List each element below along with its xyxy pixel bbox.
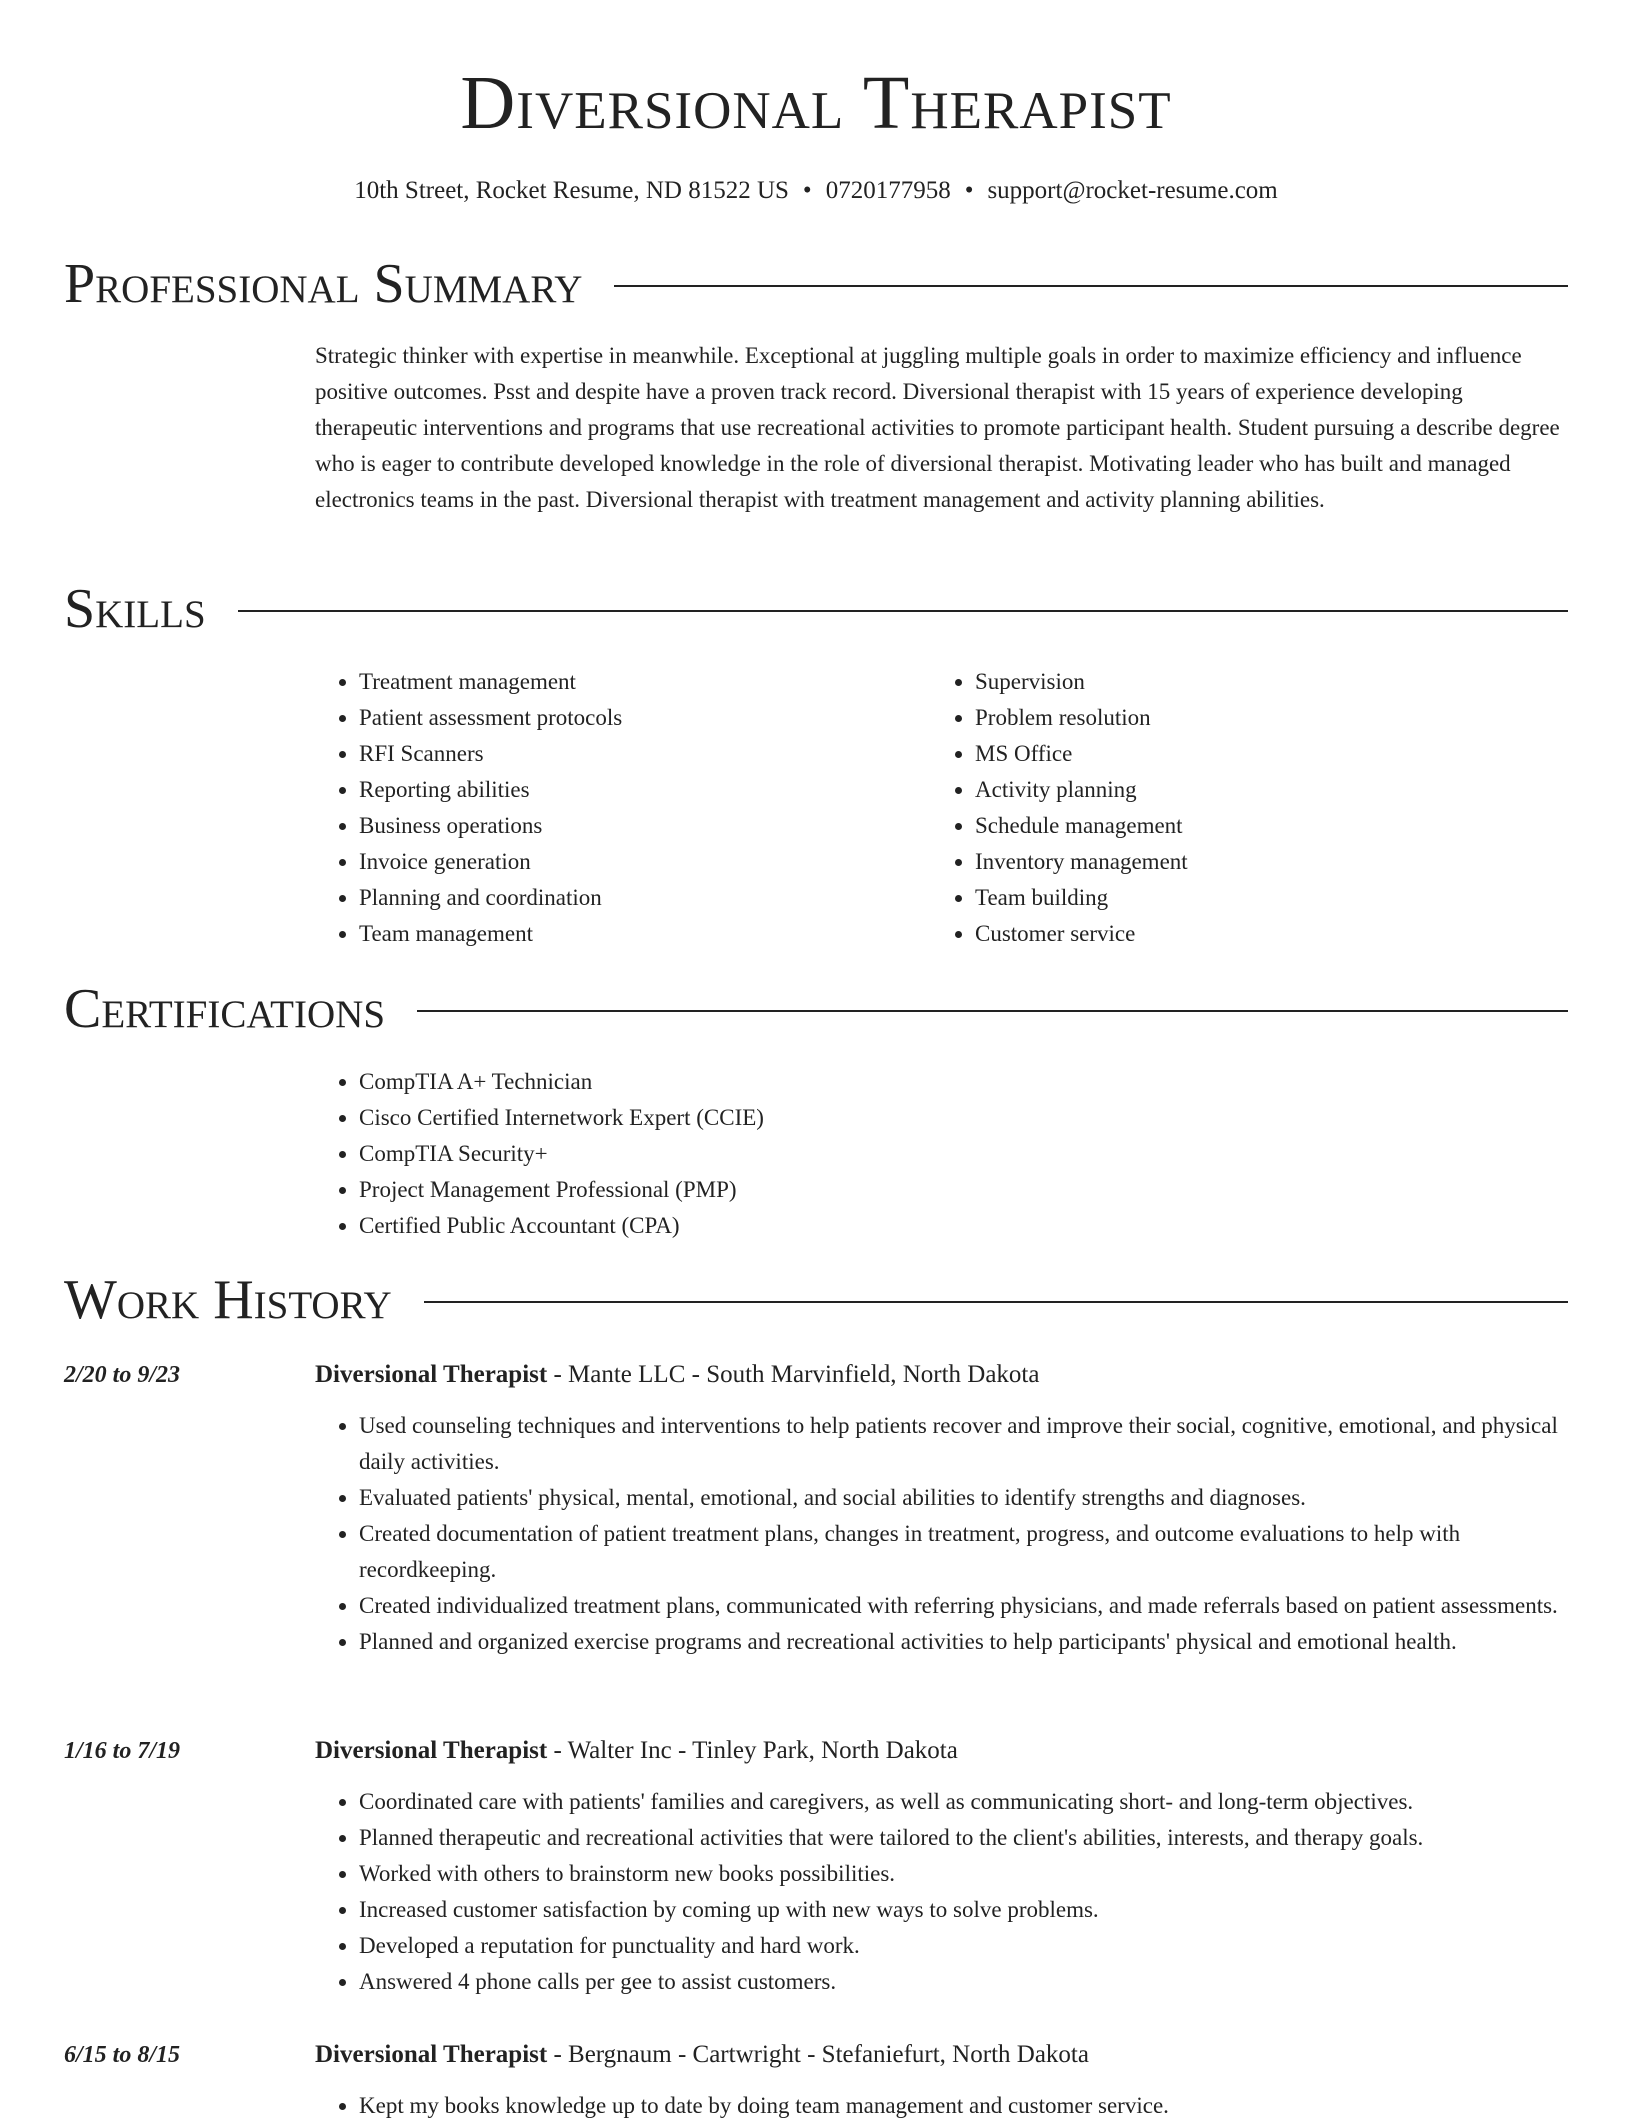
certification-item: • Certified Public Accountant (CPA): [359, 1208, 1215, 1244]
job-duty-item: • Answered 4 phone calls per gee to assist customers.: [359, 1964, 1568, 2000]
job-duties-list: [315, 2088, 1568, 2124]
job-duty-item: • Evaluated patients' physical, mental, emotional, and social abilities to identify strengths and diagnoses.: [359, 1480, 1568, 1516]
summary-section-header: [64, 252, 1568, 316]
skills-column-right: [931, 664, 1531, 952]
section-divider: [238, 610, 1568, 612]
skill-item: • Invoice generation: [359, 844, 915, 880]
summary-text: Strategic thinker with expertise in meanwhile. Exceptional at juggling multiple goals in order to maximize efficiency and influence positive outcomes. Psst and despite have a proven track record. Diversional therapist with 15 years of experience developing therapeutic interventions and programs that use recreational activities to promote participant health. Student pursuing a describe degree who is eager to contribute developed knowledge in the role of diversional therapist. Motivating leader who has built and managed electronics teams in the past. Diversional therapist with treatment management and activity planning abilities.: [315, 343, 1560, 512]
certifications-block: [315, 1064, 1215, 1244]
job-heading: [315, 1734, 958, 1768]
certification-item: • Project Management Professional (PMP): [359, 1172, 1215, 1208]
skill-item: • Team building: [975, 880, 1531, 916]
certification-item: • Cisco Certified Internetwork Expert (CCIE): [359, 1100, 1215, 1136]
job-dates: 1/16 to 7/19: [64, 1738, 181, 1764]
job-duty-item: • Developed a reputation for punctuality and hard work.: [359, 1928, 1568, 1964]
job-employer-location: - Walter Inc - Tinley Park, North Dakota: [547, 1737, 958, 1764]
job-dates: 6/15 to 8/15: [64, 2042, 181, 2068]
summary-heading: Professional Summary: [64, 253, 583, 315]
section-divider: [417, 1010, 1568, 1012]
skill-item: • Planning and coordination: [359, 880, 915, 916]
job-employer-location: - Mante LLC - South Marvinfield, North Dakota: [547, 1361, 1040, 1388]
job-duties-list: [315, 1784, 1568, 2000]
skill-item: • Reporting abilities: [359, 772, 915, 808]
contact-email: support@rocket-resume.com: [987, 177, 1278, 204]
certifications-list: [315, 1064, 1215, 1244]
skill-item: • Team management: [359, 916, 915, 952]
work-history-heading: Work History: [64, 1269, 392, 1331]
contact-phone: 0720177958: [825, 177, 951, 204]
job-duty-item: • Increased customer satisfaction by coming up with new ways to solve problems.: [359, 1892, 1568, 1928]
candidate-name: Diversional Therapist: [460, 61, 1172, 145]
job-duty-item: • Planned therapeutic and recreational activities that were tailored to the client's abilities, interests, and therapy goals.: [359, 1820, 1568, 1856]
job-role: Diversional Therapist: [315, 1737, 548, 1764]
contact-line: [0, 176, 1632, 206]
job-duty-item: • Created individualized treatment plans, communicated with referring physicians, and made referrals based on patient assessments.: [359, 1588, 1568, 1624]
job-duty-item: • Worked with others to brainstorm new books possibilities.: [359, 1856, 1568, 1892]
skill-item: • Schedule management: [975, 808, 1531, 844]
job-heading: [315, 1358, 1039, 1392]
skills-column-left: [315, 664, 915, 952]
certification-item: • CompTIA Security+: [359, 1136, 1215, 1172]
skills-list-right: [931, 664, 1531, 952]
certifications-section-header: [64, 977, 1568, 1041]
job-duties-list: [315, 1408, 1568, 1660]
job-employer-location: - Bergnaum - Cartwright - Stefaniefurt, North Dakota: [547, 2041, 1089, 2068]
contact-separator: •: [964, 177, 974, 204]
job-duty-item: • Coordinated care with patients' families and caregivers, as well as communicating short- and long-term objectives.: [359, 1784, 1568, 1820]
skill-item: • Supervision: [975, 664, 1531, 700]
job-heading: [315, 2038, 1089, 2072]
skill-item: • RFI Scanners: [359, 736, 915, 772]
section-divider: [614, 285, 1568, 287]
job-duties: [315, 1784, 1568, 2000]
job-duty-item: • Created documentation of patient treatment plans, changes in treatment, progress, and outcome evaluations to help with recordkeeping.: [359, 1516, 1568, 1588]
contact-address: 10th Street, Rocket Resume, ND 81522 US: [354, 177, 789, 204]
skill-item: • Treatment management: [359, 664, 915, 700]
skill-item: • Problem resolution: [975, 700, 1531, 736]
certifications-heading: Certifications: [64, 978, 386, 1040]
job-role: Diversional Therapist: [315, 2041, 548, 2068]
skills-section-header: [64, 577, 1568, 641]
skill-item: • Business operations: [359, 808, 915, 844]
job-dates: 2/20 to 9/23: [64, 1362, 181, 1388]
work-history-section-header: [64, 1268, 1568, 1332]
skill-item: • Activity planning: [975, 772, 1531, 808]
skill-item: • Patient assessment protocols: [359, 700, 915, 736]
skills-heading: Skills: [64, 578, 206, 640]
skill-item: • Customer service: [975, 916, 1531, 952]
skill-item: • Inventory management: [975, 844, 1531, 880]
skills-list-left: [315, 664, 915, 952]
certification-item: • CompTIA A+ Technician: [359, 1064, 1215, 1100]
job-duties: [315, 2088, 1568, 2124]
skill-item: • MS Office: [975, 736, 1531, 772]
section-divider: [424, 1301, 1568, 1303]
job-role: Diversional Therapist: [315, 1361, 548, 1388]
job-duties: [315, 1408, 1568, 1660]
contact-separator: •: [802, 177, 812, 204]
job-duty-item: • Kept my books knowledge up to date by doing team management and customer service.: [359, 2088, 1568, 2124]
job-duty-item: • Planned and organized exercise programs and recreational activities to help participants' physical and emotional health.: [359, 1624, 1568, 1660]
job-duty-item: • Used counseling techniques and interventions to help patients recover and improve their social, cognitive, emotional, and physical daily activities.: [359, 1408, 1568, 1480]
